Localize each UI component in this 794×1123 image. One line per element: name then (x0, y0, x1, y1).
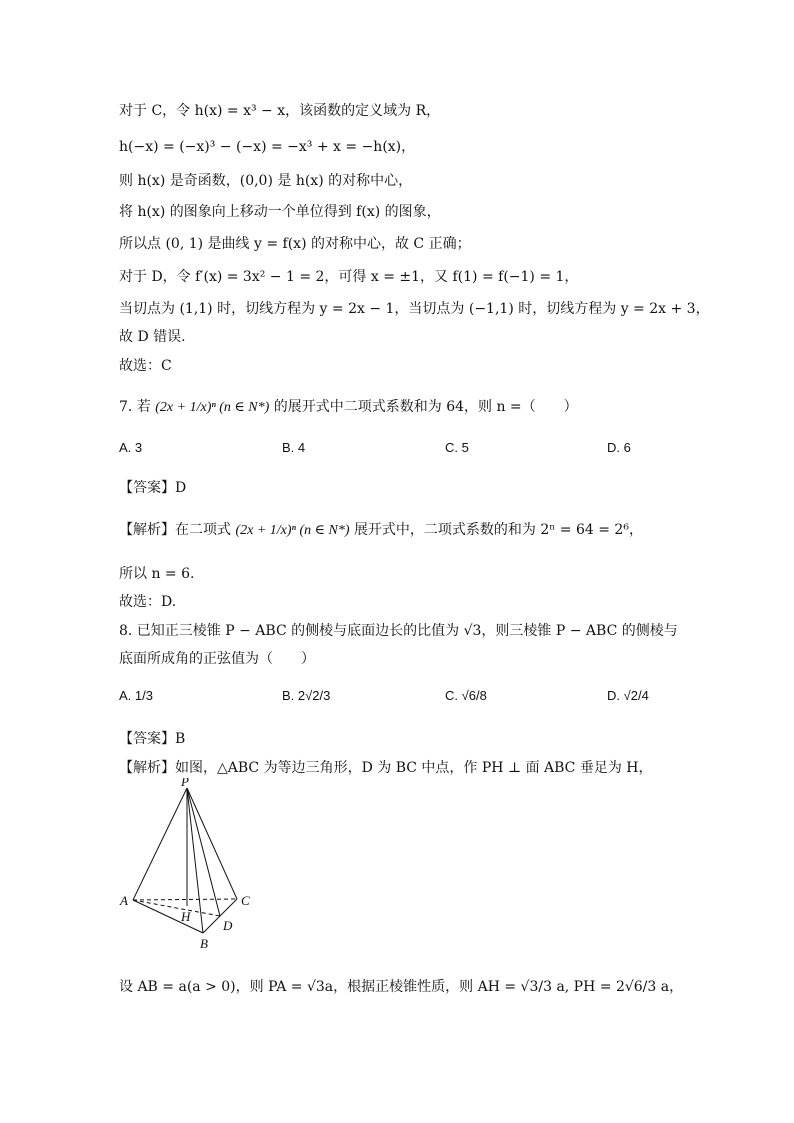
label-h: H (181, 909, 191, 924)
edge-pc (187, 788, 237, 899)
q8-option-a: A. 1/3 (119, 688, 153, 703)
q7-option-c: C. 5 (445, 440, 469, 455)
question-7-prefix: 7. 若 (119, 399, 151, 415)
text-line-8: 故 D 错误. (119, 329, 186, 345)
question-7-suffix: 的展开式中二项式系数和为 64，则 n =（ ） (273, 399, 578, 415)
explanation-8-line-1: 【解析】如图，△ABC 为等边三角形，D 为 BC 中点，作 PH ⊥ 面 ABC 垂足为 H， (119, 760, 653, 776)
text-line-3: 则 h(x) 是奇函数，(0,0) 是 h(x) 的对称中心， (119, 173, 413, 189)
question-8-line-2: 底面所成角的正弦值为（ ） (119, 651, 315, 667)
label-a: A (120, 893, 128, 908)
edge-ac-dashed (133, 899, 237, 900)
segment-pd (187, 788, 220, 916)
text-line-4: 将 h(x) 的图象向上移动一个单位得到 f(x) 的图象， (119, 204, 441, 220)
explanation-7-line-3: 故选：D. (119, 594, 177, 610)
explanation-8-last-line: 设 AB = a(a > 0)，则 PA = √3a，根据正棱锥性质，则 AH = √3/3 a, PH = 2√6/3 a， (119, 979, 684, 995)
label-c: C (241, 893, 250, 908)
explanation-7-expression: (2x + 1/x)ⁿ (n ∈ N*) (235, 523, 350, 538)
answer-7: 【答案】D (119, 480, 187, 496)
text-line-1: 对于 C，令 h(x) = x³ − x，该函数的定义域为 R， (119, 103, 441, 119)
q8-option-c: C. √6/8 (445, 688, 487, 703)
text-line-7: 当切点为 (1,1) 时，切线方程为 y = 2x − 1，当切点为 (−1,1) 时，切线方程为 y = 2x + 3， (119, 301, 710, 317)
edge-pa (133, 788, 187, 900)
label-b: B (200, 936, 208, 951)
label-p: P (181, 778, 189, 789)
q7-option-b: B. 4 (282, 440, 306, 455)
question-7-expression: (2x + 1/x)ⁿ (n ∈ N*) (155, 400, 270, 415)
question-7 (119, 396, 578, 416)
q8-option-d: D. √2/4 (607, 688, 649, 703)
q8-option-b: B. 2√2/3 (282, 688, 331, 703)
label-d: D (223, 918, 233, 933)
explanation-7 (119, 519, 643, 539)
q7-option-a: A. 3 (119, 440, 143, 455)
text-line-5: 所以点 (0, 1) 是曲线 y = f(x) 的对称中心，故 C 正确； (119, 236, 471, 252)
text-line-2: h(−x) = (−x)³ − (−x) = −x³ + x = −h(x)， (119, 139, 416, 155)
explanation-7-suffix: 展开式中，二项式系数的和为 2ⁿ = 64 = 2⁶， (353, 522, 643, 538)
answer-8: 【答案】B (119, 731, 186, 747)
text-line-6: 对于 D，令 f′(x) = 3x² − 1 = 2，可得 x = ±1，又 f(1) = f(−1) = 1， (119, 269, 579, 285)
explanation-7-prefix: 【解析】在二项式 (119, 522, 231, 538)
pyramid-figure (115, 778, 265, 953)
segment-ad-dashed (133, 900, 220, 916)
text-line-9: 故选：C (119, 358, 172, 374)
edge-ab (133, 900, 203, 933)
explanation-7-line-2: 所以 n = 6. (119, 566, 195, 582)
question-8-line-1: 8. 已知正三棱锥 P − ABC 的侧棱与底面边长的比值为 √3，则三棱锥 P − ABC 的侧棱与 (119, 623, 678, 639)
q7-option-d: D. 6 (607, 440, 631, 455)
